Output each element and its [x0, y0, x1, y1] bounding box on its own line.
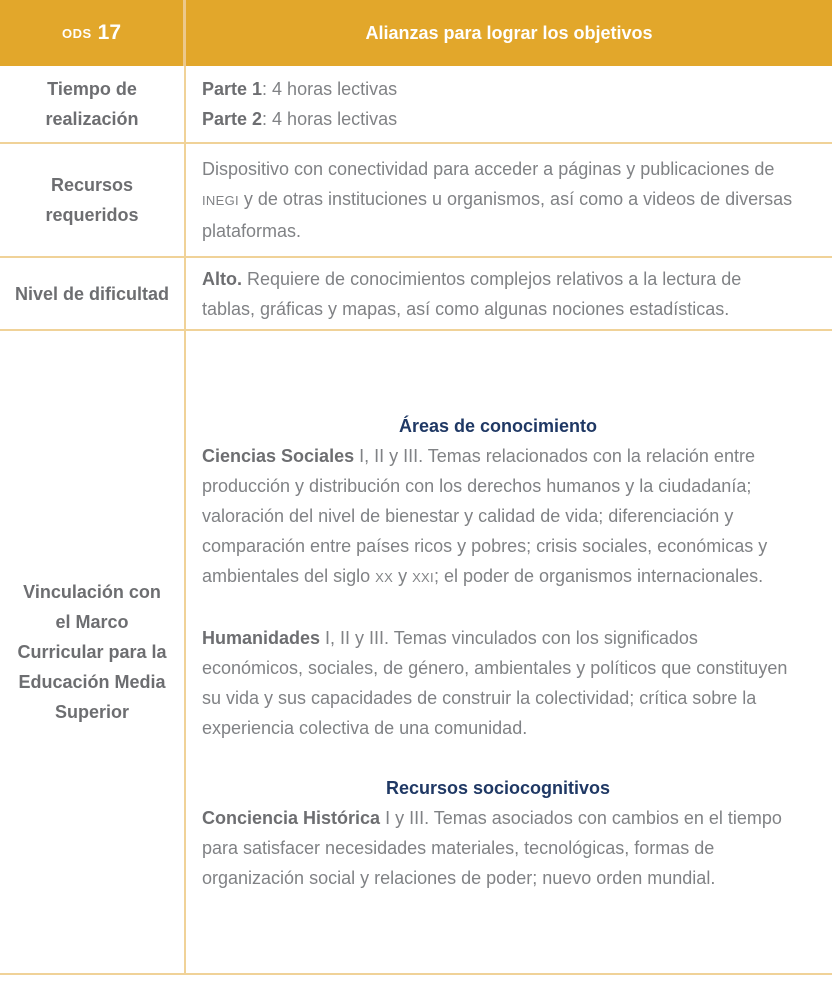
row-label: Nivel de dificultad	[0, 258, 186, 329]
paragraph: Parte 1: 4 horas lectivas	[202, 79, 398, 99]
paragraph: Ciencias Sociales I, II y III. Temas relacionados con la relación entre producción y distribución con los derechos humanos y la ciudadanía; valoración del nivel de bienestar y calidad de vida; diferenciación y comparación entre países ricos y pobres; crisis sociales, económicas y ambientales del siglo XX y XXI; el poder de organismos internacionales.	[202, 446, 768, 586]
section-heading: Recursos sociocognitivos	[385, 778, 611, 798]
paragraph: Conciencia Histórica I y III. Temas asociados con cambios en el tiempo para satisfacer necesidades materiales, tecnológicas, formas de organización social y relaciones de poder; nuevo orden mundial.	[202, 808, 782, 888]
goal-title-cell	[186, 0, 832, 66]
row-tiempo-de-realizacion	[0, 66, 832, 144]
paragraph: Parte 2: 4 horas lectivas	[202, 109, 398, 129]
row-label: Tiempo de realización	[0, 66, 186, 142]
row-content	[186, 258, 832, 329]
row-label: Recursos requeridos	[0, 144, 186, 256]
row-content	[186, 331, 832, 973]
knowledge-areas-section	[202, 411, 794, 743]
ods-label: ODS	[61, 25, 92, 41]
paragraph: Humanidades I, II y III. Temas vinculados con los significados económicos, sociales, de género, ambientales y políticos que constituyen su vida y sus capacidades de construir la colectividad; crítica sobre la experiencia colectiva de una comunidad.	[202, 628, 788, 738]
row-content	[186, 144, 832, 256]
row-label: Vinculación con el Marco Curricular para la Educación Media Superior	[0, 331, 186, 973]
ods-number: 17	[97, 21, 122, 44]
goal-title: Alianzas para lograr los objetivos	[365, 22, 653, 43]
table-header-row	[0, 0, 832, 66]
ods-header-cell	[0, 0, 186, 66]
row-vinculacion-marco-curricular	[0, 331, 832, 975]
sociocognitive-resources-section	[202, 773, 794, 893]
paragraph: Dispositivo con conectividad para acceder a páginas y publicaciones de INEGI y de otras instituciones u organismos, así como a videos de diversas plataformas.	[202, 159, 793, 241]
row-recursos-requeridos	[0, 144, 832, 258]
paragraph: Alto. Requiere de conocimientos complejos relativos a la lectura de tablas, gráficas y mapas, así como algunas nociones estadísticas.	[202, 268, 742, 319]
row-nivel-de-dificultad	[0, 258, 832, 331]
row-content	[186, 66, 832, 142]
section-heading: Áreas de conocimiento	[398, 416, 598, 436]
